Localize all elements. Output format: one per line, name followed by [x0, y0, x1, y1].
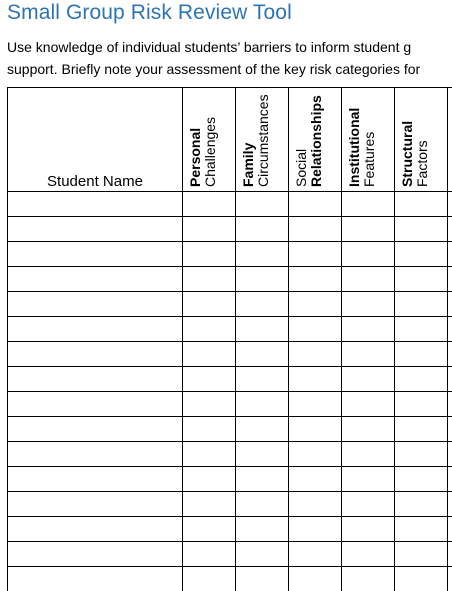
table-header-row	[8, 88, 452, 192]
risk-note-cell[interactable]	[395, 192, 448, 217]
risk-note-cell[interactable]	[448, 467, 452, 492]
overflow-column-header	[448, 88, 452, 192]
risk-note-cell[interactable]	[342, 192, 395, 217]
table-row	[8, 367, 452, 392]
header-line-secondary: Features	[361, 131, 377, 187]
table-row	[8, 442, 452, 467]
risk-note-cell[interactable]	[342, 217, 395, 242]
risk-note-cell[interactable]	[342, 542, 395, 567]
risk-note-cell[interactable]	[395, 292, 448, 317]
student-name-cell[interactable]	[8, 242, 183, 267]
risk-note-cell[interactable]	[183, 292, 236, 317]
risk-note-cell[interactable]	[183, 467, 236, 492]
risk-note-cell[interactable]	[236, 242, 289, 267]
risk-note-cell[interactable]	[236, 317, 289, 342]
table-row	[8, 292, 452, 317]
header-line-primary: Family	[240, 142, 256, 187]
header-line-secondary: Relationships	[308, 95, 324, 187]
risk-note-cell[interactable]	[236, 342, 289, 367]
risk-note-cell[interactable]	[342, 292, 395, 317]
risk-note-cell[interactable]	[342, 242, 395, 267]
risk-note-cell[interactable]	[448, 542, 452, 567]
risk-note-cell[interactable]	[448, 242, 452, 267]
risk-note-cell[interactable]	[395, 392, 448, 417]
risk-note-cell[interactable]	[448, 492, 452, 517]
risk-note-cell[interactable]	[448, 417, 452, 442]
risk-note-cell[interactable]	[395, 367, 448, 392]
risk-note-cell[interactable]	[289, 342, 342, 367]
risk-note-cell[interactable]	[289, 467, 342, 492]
risk-note-cell[interactable]	[342, 442, 395, 467]
risk-note-cell[interactable]	[395, 417, 448, 442]
student-name-cell[interactable]	[8, 342, 183, 367]
student-name-cell[interactable]	[8, 442, 183, 467]
student-name-cell[interactable]	[8, 192, 183, 217]
student-name-cell[interactable]	[8, 367, 183, 392]
risk-note-cell[interactable]	[395, 492, 448, 517]
risk-note-cell[interactable]	[183, 492, 236, 517]
risk-note-cell[interactable]	[183, 517, 236, 542]
risk-note-cell[interactable]	[289, 542, 342, 567]
risk-note-cell[interactable]	[236, 292, 289, 317]
student-name-cell[interactable]	[8, 292, 183, 317]
risk-note-cell[interactable]	[236, 542, 289, 567]
risk-review-table-wrapper	[7, 87, 452, 591]
risk-note-cell[interactable]	[395, 342, 448, 367]
table-row	[8, 467, 452, 492]
risk-note-cell[interactable]	[448, 342, 452, 367]
document-title: Small Group Risk Review Tool	[7, 1, 292, 24]
risk-review-table	[7, 87, 452, 591]
intro-line-2: support. Briefly note your assessment of the key risk categories for	[7, 61, 421, 77]
table-row	[8, 567, 452, 591]
risk-note-cell[interactable]	[448, 217, 452, 242]
table-row	[8, 317, 452, 342]
risk-note-cell[interactable]	[342, 517, 395, 542]
risk-note-cell[interactable]	[183, 317, 236, 342]
risk-note-cell[interactable]	[236, 492, 289, 517]
risk-note-cell[interactable]	[183, 417, 236, 442]
risk-note-cell[interactable]	[183, 267, 236, 292]
student-name-cell[interactable]	[8, 492, 183, 517]
risk-note-cell[interactable]	[183, 567, 236, 591]
risk-note-cell[interactable]	[183, 217, 236, 242]
student-name-cell[interactable]	[8, 392, 183, 417]
table-row	[8, 342, 452, 367]
risk-note-cell[interactable]	[236, 367, 289, 392]
risk-note-cell[interactable]	[236, 442, 289, 467]
risk-note-cell[interactable]	[236, 567, 289, 591]
risk-note-cell[interactable]	[342, 267, 395, 292]
structural-factors-header	[395, 88, 448, 192]
table-row	[8, 242, 452, 267]
header-line-primary: Institutional	[346, 107, 362, 187]
risk-note-cell[interactable]	[289, 192, 342, 217]
risk-note-cell[interactable]	[289, 517, 342, 542]
risk-note-cell[interactable]	[236, 417, 289, 442]
risk-note-cell[interactable]	[395, 542, 448, 567]
header-line-primary: Structural	[399, 120, 415, 187]
risk-note-cell[interactable]	[183, 442, 236, 467]
header-line-secondary: Circumstances	[255, 94, 271, 187]
risk-note-cell[interactable]	[395, 317, 448, 342]
student-name-cell[interactable]	[8, 467, 183, 492]
table-body	[8, 192, 452, 591]
risk-note-cell[interactable]	[395, 442, 448, 467]
table-row	[8, 517, 452, 542]
risk-note-cell[interactable]	[342, 417, 395, 442]
risk-note-cell[interactable]	[183, 392, 236, 417]
risk-note-cell[interactable]	[236, 517, 289, 542]
risk-note-cell[interactable]	[448, 367, 452, 392]
risk-note-cell[interactable]	[289, 442, 342, 467]
table-row	[8, 417, 452, 442]
risk-note-cell[interactable]	[342, 392, 395, 417]
risk-note-cell[interactable]	[448, 192, 452, 217]
risk-note-cell[interactable]	[342, 317, 395, 342]
student-name-cell[interactable]	[8, 217, 183, 242]
student-name-cell[interactable]	[8, 542, 183, 567]
institutional-features-header	[342, 88, 395, 192]
table-row	[8, 267, 452, 292]
risk-note-cell[interactable]	[448, 442, 452, 467]
risk-note-cell[interactable]	[448, 517, 452, 542]
risk-note-cell[interactable]	[448, 392, 452, 417]
student-name-cell[interactable]	[8, 267, 183, 292]
risk-note-cell[interactable]	[183, 542, 236, 567]
table-row	[8, 192, 452, 217]
header-line-secondary: Factors	[414, 140, 430, 187]
risk-note-cell[interactable]	[183, 342, 236, 367]
table-row	[8, 492, 452, 517]
risk-note-cell[interactable]	[289, 567, 342, 591]
risk-note-cell[interactable]	[395, 267, 448, 292]
risk-note-cell[interactable]	[289, 492, 342, 517]
risk-note-cell[interactable]	[342, 342, 395, 367]
risk-note-cell[interactable]	[289, 317, 342, 342]
risk-note-cell[interactable]	[395, 217, 448, 242]
risk-note-cell[interactable]	[236, 267, 289, 292]
risk-note-cell[interactable]	[289, 292, 342, 317]
risk-note-cell[interactable]	[289, 267, 342, 292]
risk-note-cell[interactable]	[448, 567, 452, 591]
risk-note-cell[interactable]	[289, 217, 342, 242]
risk-note-cell[interactable]	[236, 192, 289, 217]
risk-note-cell[interactable]	[289, 392, 342, 417]
student-name-cell[interactable]	[8, 417, 183, 442]
risk-note-cell[interactable]	[342, 567, 395, 591]
risk-note-cell[interactable]	[289, 367, 342, 392]
risk-note-cell[interactable]	[395, 467, 448, 492]
risk-note-cell[interactable]	[448, 267, 452, 292]
intro-paragraph	[7, 36, 452, 80]
table-row	[8, 217, 452, 242]
risk-note-cell[interactable]	[236, 467, 289, 492]
risk-note-cell[interactable]	[395, 242, 448, 267]
risk-note-cell[interactable]	[342, 367, 395, 392]
risk-note-cell[interactable]	[289, 417, 342, 442]
family-circumstances-header	[236, 88, 289, 192]
table-row	[8, 542, 452, 567]
header-line-primary: Personal	[187, 127, 203, 187]
header-line-secondary: Challenges	[202, 116, 218, 187]
risk-note-cell[interactable]	[289, 242, 342, 267]
risk-note-cell[interactable]	[395, 517, 448, 542]
risk-note-cell[interactable]	[183, 367, 236, 392]
risk-note-cell[interactable]	[183, 192, 236, 217]
student-name-cell[interactable]	[8, 317, 183, 342]
personal-challenges-header	[183, 88, 236, 192]
risk-note-cell[interactable]	[183, 242, 236, 267]
student-name-cell[interactable]	[8, 567, 183, 591]
risk-note-cell[interactable]	[342, 467, 395, 492]
risk-note-cell[interactable]	[236, 217, 289, 242]
intro-line-1: Use knowledge of individual students’ barriers to inform student g	[7, 39, 412, 55]
risk-note-cell[interactable]	[395, 567, 448, 591]
risk-note-cell[interactable]	[448, 292, 452, 317]
social-relationships-header	[289, 88, 342, 192]
header-line-primary: Social	[293, 148, 309, 187]
student-name-header: Student Name	[8, 88, 183, 192]
risk-note-cell[interactable]	[236, 392, 289, 417]
risk-note-cell[interactable]	[448, 317, 452, 342]
student-name-cell[interactable]	[8, 517, 183, 542]
risk-note-cell[interactable]	[342, 492, 395, 517]
table-row	[8, 392, 452, 417]
